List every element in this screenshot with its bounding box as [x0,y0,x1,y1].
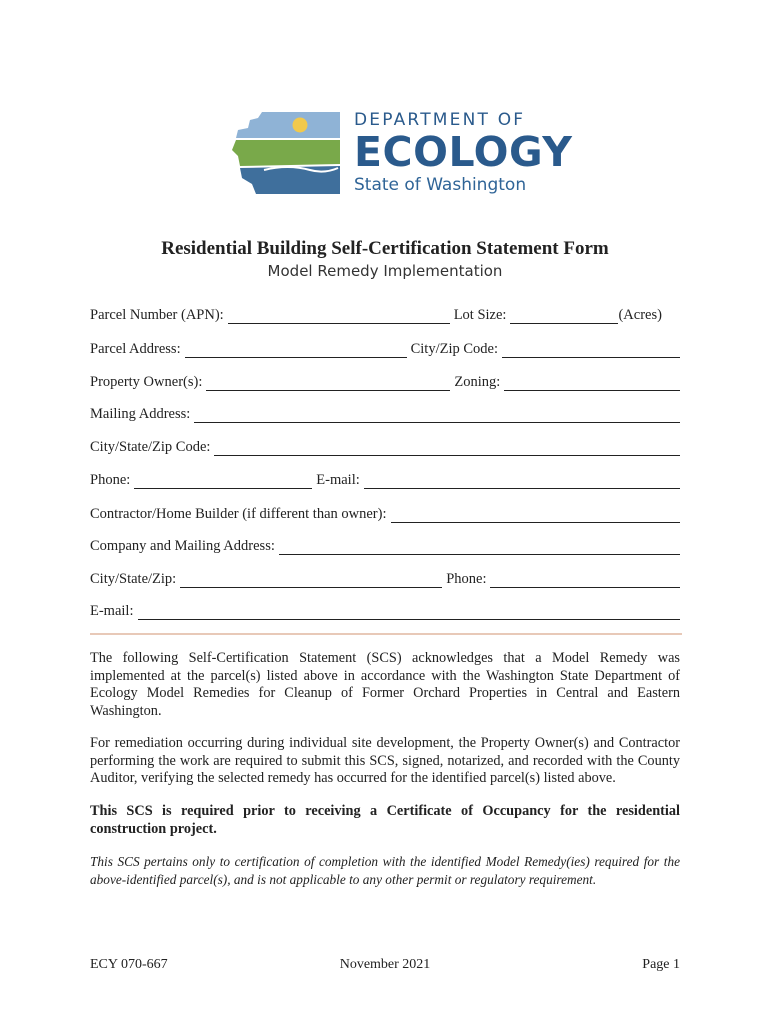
mailing-address-label: Mailing Address: [90,406,191,422]
form-subtitle: Model Remedy Implementation [267,262,503,280]
city-zip-label: City/Zip Code: [410,341,499,357]
footer-form-number: ECY 070-667 [90,957,168,972]
ecology-logo [228,108,573,204]
section-divider [90,633,682,635]
footer-page-number: Page 1 [642,957,680,972]
property-owner-label: Property Owner(s): [90,374,203,390]
contractor-phone-label: Phone: [446,571,487,587]
company-mailing-field[interactable] [279,538,680,555]
parcel-address-row [90,336,680,358]
contractor-email-label: E-mail: [90,603,134,619]
mailing-address-field[interactable] [194,406,680,423]
parcel-number-row [90,302,680,324]
paragraph-remediation-requirements: For remediation occurring during individual site development, the Property Owner(s) and Contractor performing the work are required to submit this SCS, signed, notarized, and recorded with the County Auditor, verifying the selected remedy has occurred for the identified parcel(s) listed above. [90,735,680,786]
property-owner-row [90,369,680,391]
contractor-email-field[interactable] [138,603,681,620]
city-state-zip-label: City/State/Zip Code: [90,439,211,455]
lot-size-label: Lot Size: [453,307,507,323]
form-title: Residential Building Self-Certification Statement Form [161,238,609,259]
washington-state-logo-icon [228,108,346,198]
parcel-number-field[interactable] [228,307,450,324]
contractor-city-phone-row [90,566,680,588]
footer-date: November 2021 [339,957,431,972]
parcel-address-label: Parcel Address: [90,341,181,357]
contractor-city-state-zip-label: City/State/Zip: [90,571,177,587]
lot-size-field[interactable] [510,307,618,324]
phone-email-row [90,467,680,489]
contractor-phone-field[interactable] [490,571,680,588]
paragraph-scope-disclaimer: This SCS pertains only to certification of completion with the identified Model Remedy(ies) required for the above-identified parcel(s), and is not applicable to any other permit or regulatory requirement. [90,854,680,887]
company-mailing-row [90,533,680,555]
phone-field[interactable] [134,472,312,489]
city-zip-field[interactable] [502,341,680,358]
email-label: E-mail: [316,472,360,488]
logo-ecology-text: ECOLOGY [354,128,573,176]
mailing-address-row [90,401,680,423]
contractor-label: Contractor/Home Builder (if different than owner): [90,506,387,522]
zoning-field[interactable] [504,374,680,391]
email-field[interactable] [364,472,680,489]
property-owner-field[interactable] [206,374,450,391]
logo-wordmark [354,110,572,196]
city-state-zip-row [90,434,680,456]
paragraph-certificate-of-occupancy: This SCS is required prior to receiving a Certificate of Occupancy for the residential construction project. [90,803,680,837]
contractor-row [90,501,680,523]
parcel-address-field[interactable] [185,341,407,358]
zoning-label: Zoning: [454,374,501,390]
contractor-city-state-zip-field[interactable] [180,571,442,588]
lot-size-unit: (Acres) [618,307,662,323]
phone-label: Phone: [90,472,131,488]
logo-department-text: DEPARTMENT OF [354,110,526,130]
contractor-email-row [90,598,680,620]
city-state-zip-field[interactable] [214,439,680,456]
parcel-number-label: Parcel Number (APN): [90,307,224,323]
logo-state-text: State of Washington [354,175,527,195]
contractor-field[interactable] [391,506,681,523]
company-mailing-label: Company and Mailing Address: [90,538,275,554]
paragraph-scs-acknowledgement: The following Self-Certification Statement (SCS) acknowledges that a Model Remedy was implemented at the parcel(s) listed above in accordance with the Washington State Department of Ecology Model Remedies for Cleanup of Former Orchard Properties in Central and Eastern Washington. [90,650,680,719]
